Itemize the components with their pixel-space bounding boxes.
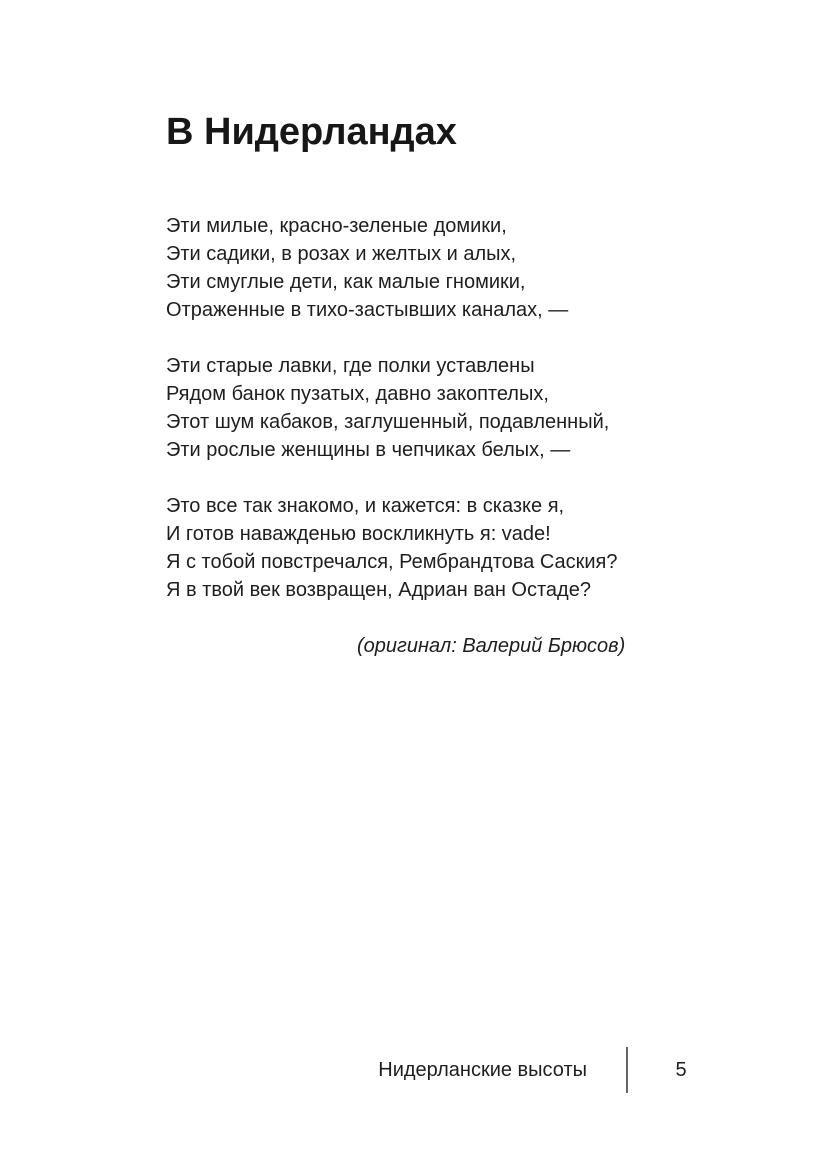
poem-line: Отраженные в тихо-застывших каналах, — xyxy=(166,299,569,321)
stanza xyxy=(166,212,625,324)
poem-line: Этот шум кабаков, заглушенный, подавленный, xyxy=(166,411,610,433)
poem-line: Эти рослые женщины в чепчиках белых, — xyxy=(166,439,571,461)
footer-running-title: Нидерланские высоты xyxy=(378,1058,587,1081)
page-footer xyxy=(0,1047,823,1093)
poem-line: Это все так знакомо, и кажется: в сказке я, xyxy=(166,495,565,517)
poem-line: Я в твой век возвращен, Адриан ван Остаде? xyxy=(166,579,591,601)
footer-page-number: 5 xyxy=(675,1058,687,1081)
page-title: В Нидерландах xyxy=(166,111,457,153)
poem-line: Рядом банок пузатых, давно закоптелых, xyxy=(166,383,549,405)
poem-line: Эти милые, красно-зеленые домики, xyxy=(166,215,507,237)
poem-attribution: (оригинал: Валерий Брюсов) xyxy=(357,635,626,657)
poem-line: Эти садики, в розах и желтых и алых, xyxy=(166,243,517,265)
poem-line: Я с тобой повстречался, Рембрандтова Саския? xyxy=(166,551,618,573)
stanza xyxy=(166,352,625,464)
poem-line: Эти старые лавки, где полки уставлены xyxy=(166,355,535,377)
poem xyxy=(166,212,625,660)
poem-line: Эти смуглые дети, как малые гномики, xyxy=(166,271,526,293)
poem-line: И готов наважденью воскликнуть я: vade! xyxy=(166,523,551,545)
stanza xyxy=(166,492,625,604)
